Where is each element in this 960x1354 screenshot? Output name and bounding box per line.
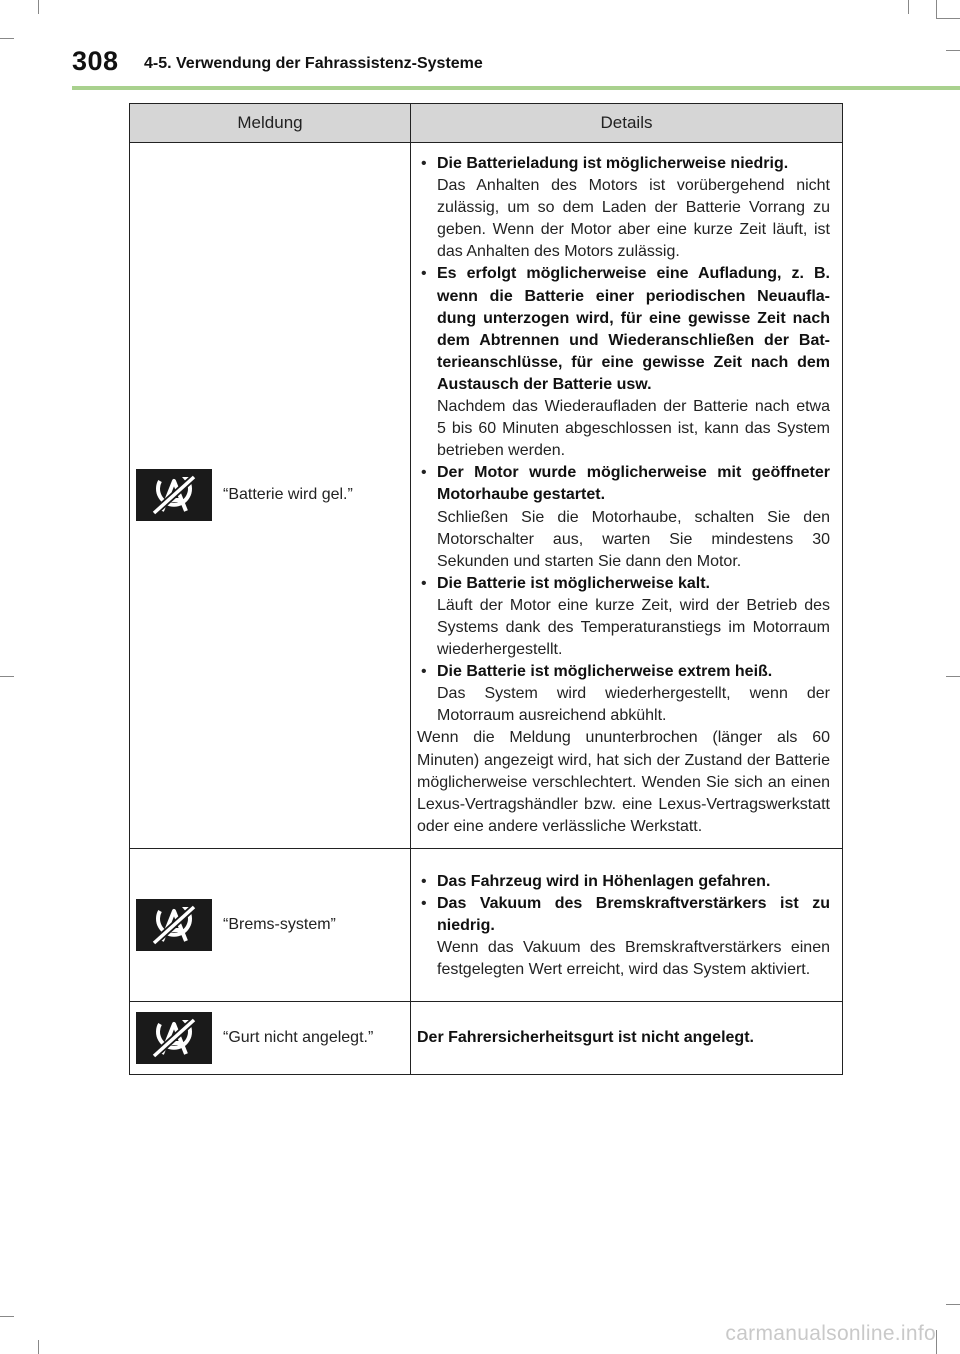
list-item: • Die Batterieladung ist möglicherweise niedrig. Das Anhalten des Motors ist vorübergehend nicht zulässig, um so dem Laden der Batterie Vorrang zu geben. Wenn der Motor aber eine kurze Zeit läuft, ist das Anhalten des Motors zulässig. <box>421 155 830 261</box>
details-cell <box>411 143 843 849</box>
crop-mark <box>38 0 39 14</box>
message-cell <box>130 1001 411 1074</box>
table-header-row <box>130 104 843 143</box>
list-item: • Die Batterie ist möglicherweise kalt. Läuft der Motor eine kurze Zeit, wird der Betrieb des Systems dank des Temperaturanstiegs im Motorraum wiederhergestellt. <box>421 574 830 659</box>
start-stop-off-icon <box>136 899 212 951</box>
list-item: • Der Motor wurde möglicherweise mit geöffneter Motorhaube gestartet. Schließen Sie die Motorhaube, schalten Sie den Motorschalter aus, warten Sie mindestens 30 Sekunden und starten Sie dann den Motor. <box>421 464 830 570</box>
list-item: • Es erfolgt möglicherweise eine Aufladung, z. B. wenn die Batterie einer periodischen Neuaufla-dung unterzogen wird, für eine gewisse Zeit nach dem Abtrennen und Wiederanschließen der Bat-terieanschlüsse, für eine gewisse Zeit nach dem Austausch der Batterie usw. Nachdem das Wiederaufladen der Batterie nach etwa 5 bis 60 Minuten abgeschlossen ist, kann das System betrieben werden. <box>421 265 830 460</box>
crop-mark <box>908 0 909 14</box>
message-text: “Batterie wird gel.” <box>223 486 353 504</box>
table-row <box>130 143 843 849</box>
crop-mark <box>0 38 14 39</box>
table-row <box>130 1001 843 1074</box>
section-title: 4-5. Verwendung der Fahrassistenz-Systeme <box>144 55 483 72</box>
details-cell: Der Fahrersicherheitsgurt ist nicht angelegt. <box>411 1001 843 1074</box>
table-row <box>130 848 843 1001</box>
crop-mark <box>0 676 14 677</box>
watermark: carmanualsonline.info <box>725 1322 936 1345</box>
details-cell <box>411 848 843 1001</box>
header-rule <box>72 86 960 90</box>
crop-mark <box>936 1330 937 1354</box>
message-cell <box>130 848 411 1001</box>
crop-mark <box>0 1316 14 1317</box>
message-cell <box>130 143 411 849</box>
crop-mark <box>936 18 960 19</box>
message-text: “Gurt nicht angelegt.” <box>223 1028 374 1046</box>
details-note: Wenn die Meldung ununterbrochen (länger als 60 Minuten) angezeigt wird, hat sich der Zustand der Batterie möglicherweise verschlechtert. Wenden Sie sich an einen Lexus-Vertragshändler bzw. eine Lexus-Vertragswerkstatt oder eine andere verlässliche Werkstatt. <box>417 729 830 835</box>
page-number: 308 <box>72 46 119 76</box>
crop-mark <box>936 0 937 18</box>
message-table <box>129 103 843 1075</box>
crop-mark <box>946 1304 960 1305</box>
column-header-details: Details <box>411 104 843 143</box>
crop-mark <box>946 676 960 677</box>
message-text: “Brems-system” <box>223 915 336 933</box>
column-header-message: Meldung <box>130 104 411 143</box>
list-item: • Das Fahrzeug wird in Höhenlagen gefahren. <box>421 872 771 890</box>
list-item: • Die Batterie ist möglicherweise extrem heiß. Das System wird wiederhergestellt, wenn der Motorraum ausreichend abkühlt. <box>421 663 830 725</box>
crop-mark <box>946 50 960 51</box>
start-stop-off-icon <box>136 1012 212 1064</box>
list-item: • Das Vakuum des Bremskraftverstärkers ist zu niedrig. Wenn das Vakuum des Bremskraftverstärkers einen festgelegten Wert erreicht, wird das System aktiviert. <box>421 894 830 979</box>
crop-mark <box>38 1340 39 1354</box>
start-stop-off-icon <box>136 469 212 521</box>
